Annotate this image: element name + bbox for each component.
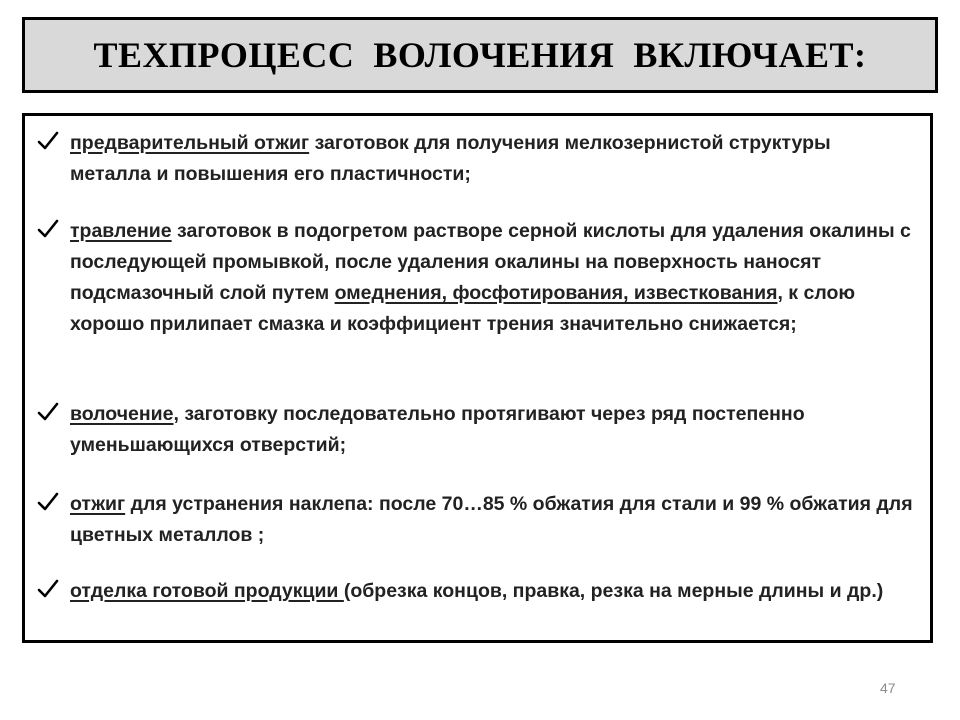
item-key-term: предварительный отжиг [70, 132, 310, 154]
item-description: заготовок для получения мелкозернистой структуры металла и повышения его пластичности; [70, 132, 831, 185]
list-item-text [70, 576, 915, 607]
item-key-term: волочение [70, 403, 174, 425]
title-banner [22, 17, 938, 93]
item-coating-methods: омеднения, фосфотирования, известкования [334, 282, 778, 304]
checkmark-icon [36, 129, 60, 153]
slide-title: ТЕХПРОЦЕСС ВОЛОЧЕНИЯ ВКЛЮЧАЕТ: [93, 35, 867, 75]
checkmark-icon [36, 490, 60, 514]
list-item-text [70, 489, 915, 551]
content-panel [22, 113, 933, 643]
list-item-text [70, 128, 915, 190]
list-item-text [70, 216, 915, 340]
item-description: (обрезка концов, правка, резка на мерные длины и др.) [343, 580, 884, 602]
item-key-term: травление [70, 220, 172, 242]
checkmark-icon [36, 400, 60, 424]
list-item-text [70, 399, 915, 461]
item-key-term: отделка готовой продукции [70, 580, 344, 602]
page-number: 47 [880, 680, 896, 696]
checkmark-icon [36, 217, 60, 241]
item-key-term: отжиг [70, 493, 126, 515]
item-description-end: , к слою хорошо прилипает смазка и коэффициент трения значительно снижается; [70, 282, 856, 335]
item-description: для устранения наклепа: после 70…85 % обжатия для стали и 99 % обжатия для цветных металлов ; [70, 493, 913, 546]
checkmark-icon [36, 577, 60, 601]
item-description: заготовок в подогретом растворе серной кислоты для удаления окалины с последующей промывкой, после удаления окалины на поверхность наносят подсмазочный слой путем [70, 220, 911, 304]
item-description: , заготовку последовательно протягивают через ряд постепенно уменьшающихся отверстий; [70, 403, 805, 456]
